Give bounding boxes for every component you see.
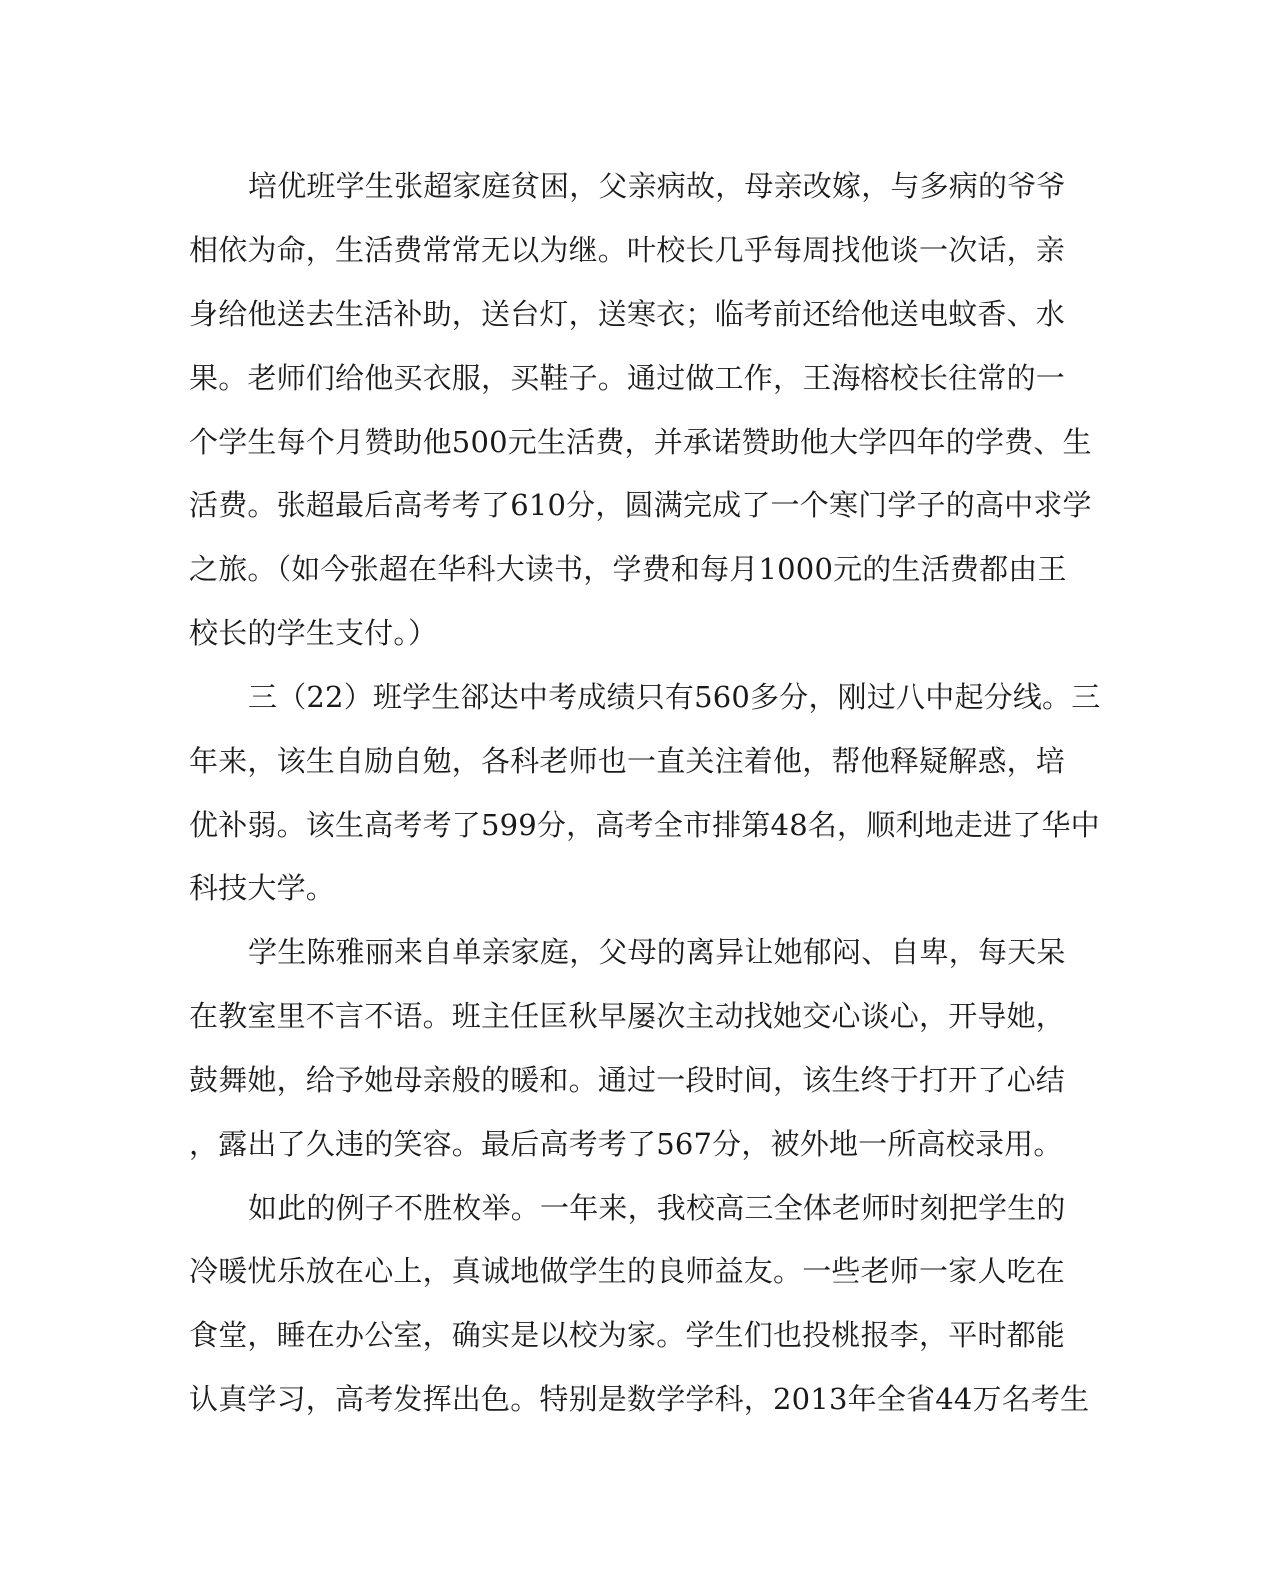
text-line: 冷暖忧乐放在心上，真诚地做学生的良师益友。一些老师一家人吃在	[189, 1254, 1066, 1288]
text-line: 科技大学。	[189, 871, 336, 905]
text-line: 相依为命，生活费常常无以为继。叶校长几乎每周找他谈一次话，亲	[189, 233, 1066, 267]
text-line: 在教室里不言不语。班主任匡秋早屡次主动找她交心谈心，开导她，	[189, 999, 1066, 1033]
text-line: 学生陈雅丽来自单亲家庭，父母的离异让她郁闷、自卑，每天呆	[248, 935, 1066, 969]
text-line: 认真学习，高考发挥出色。特别是数学学科，2013年全省44万名考生	[189, 1382, 1090, 1416]
text-line: 活费。张超最后高考考了610分，圆满完成了一个寒门学子的高中求学	[189, 488, 1092, 522]
text-line: 之旅。（如今张超在华科大读书，学费和每月1000元的生活费都由王	[189, 552, 1067, 586]
text-line: 校长的学生支付。）	[189, 616, 438, 650]
text-line: 培优班学生张超家庭贫困，父亲病故，母亲改嫁，与多病的爷爷	[248, 169, 1066, 203]
text-line: 优补弱。该生高考考了599分，高考全市排第48名，顺利地走进了华中	[189, 808, 1100, 842]
text-line: 鼓舞她，给予她母亲般的暖和。通过一段时间，该生终于打开了心结	[189, 1063, 1066, 1097]
text-line: 食堂，睡在办公室，确实是以校为家。学生们也投桃报李，平时都能	[189, 1318, 1066, 1352]
text-line: 如此的例子不胜枚举。一年来，我校高三全体老师时刻把学生的	[248, 1191, 1066, 1225]
text-line: 年来，该生自励自勉，各科老师也一直关注着他，帮他释疑解惑，培	[189, 744, 1066, 778]
text-line: 个学生每个月赞助他500元生活费，并承诺赞助他大学四年的学费、生	[189, 425, 1092, 459]
text-line: ，露出了久违的笑容。最后高考考了567分，被外地一所高校录用。	[189, 1127, 1063, 1161]
text-line: 身给他送去生活补助，送台灯，送寒衣；临考前还给他送电蚊香、水	[189, 297, 1066, 331]
text-line: 三（22）班学生郤达中考成绩只有560多分，刚过八中起分线。三	[248, 680, 1101, 714]
text-line: 果。老师们给他买衣服，买鞋子。通过做工作，王海榕校长往常的一	[189, 361, 1066, 395]
